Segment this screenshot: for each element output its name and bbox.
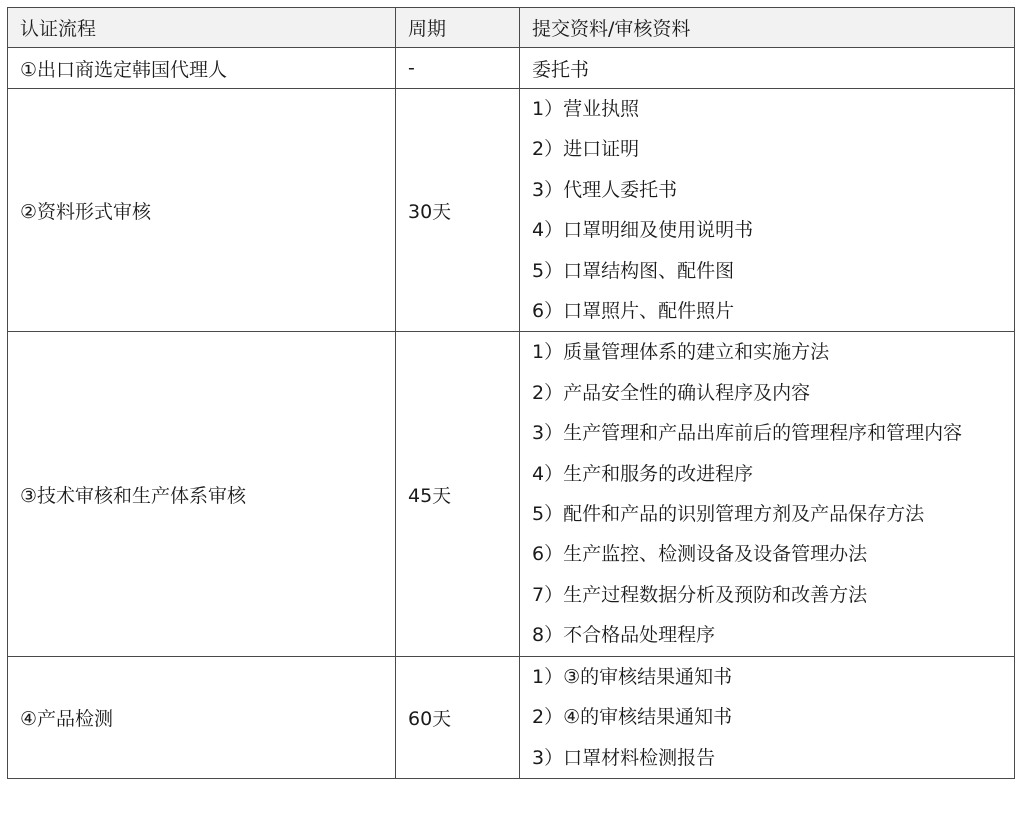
material-item: 5）配件和产品的识别管理方剂及产品保存方法 [532,503,925,526]
material-item: 1）营业执照 [532,98,640,120]
material-item: 2）产品安全性的确认程序及内容 [532,381,811,404]
period-cell: - [396,48,520,89]
material-item: 5）口罩结构图、配件图 [532,259,735,282]
table-row [8,89,1015,332]
header-period: 周期 [396,8,520,48]
material-item: 2）进口证明 [532,138,640,161]
material-item: 8）不合格品处理程序 [532,624,716,647]
period-cell: 30天 [396,89,520,332]
materials-cell: 委托书 [520,48,1015,89]
table-row [8,48,1015,89]
material-item: 3）口罩材料检测报告 [532,746,716,769]
step-cell: ③技术审核和生产体系审核 [8,332,396,656]
material-item: 1）质量管理体系的建立和实施方法 [532,341,830,364]
material-item: 1）③的审核结果通知书 [532,665,733,688]
period-cell: 45天 [396,332,520,656]
materials-cell [520,656,1015,778]
material-item: 6）生产监控、检测设备及设备管理办法 [532,543,868,566]
material-item: 4）生产和服务的改进程序 [532,462,754,485]
step-cell: ①出口商选定韩国代理人 [8,48,396,89]
material-item: 7）生产过程数据分析及预防和改善方法 [532,583,868,606]
material-item: 3）生产管理和产品出库前后的管理程序和管理内容 [532,422,963,445]
certification-process-table [7,7,1015,779]
table-row [8,332,1015,656]
step-cell: ④产品检测 [8,656,396,778]
materials-cell [520,332,1015,656]
header-row [8,8,1015,48]
period-cell: 60天 [396,656,520,778]
header-process: 认证流程 [8,8,396,48]
table-row [8,656,1015,778]
material-item: 4）口罩明细及使用说明书 [532,219,754,242]
material-item: 6）口罩照片、配件照片 [532,300,735,323]
material-item: 2）④的审核结果通知书 [532,706,733,729]
materials-cell [520,89,1015,332]
header-materials: 提交资料/审核资料 [520,8,1015,48]
step-cell: ②资料形式审核 [8,89,396,332]
material-item: 3）代理人委托书 [532,178,678,201]
